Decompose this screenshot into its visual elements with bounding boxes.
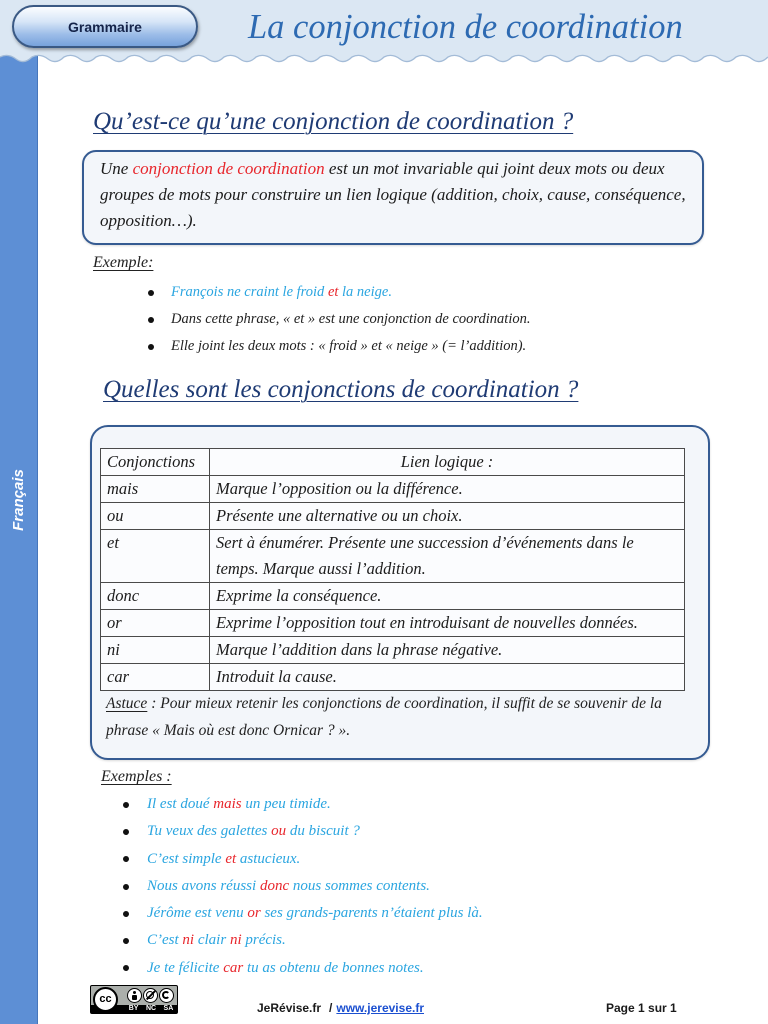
list-item: Dans cette phrase, « et » est une conjonction de coordination. bbox=[148, 306, 530, 333]
meaning-cell: Exprime l’opposition tout en introduisant de nouvelles données. bbox=[210, 610, 685, 637]
page-indicator: Page 1 sur 1 bbox=[606, 1001, 677, 1015]
cc-icon-label: cc bbox=[99, 993, 112, 1005]
conjunction-highlight: or bbox=[247, 905, 261, 922]
conjunction-cell: or bbox=[101, 610, 210, 637]
meaning-cell: Exprime la conséquence. bbox=[210, 583, 685, 610]
example-text: Il est doué bbox=[147, 796, 214, 812]
example-text: Tu veux des galettes bbox=[147, 823, 272, 840]
meaning-cell: Marque l’addition dans la phrase négative. bbox=[210, 637, 685, 664]
example-text: C’est bbox=[147, 932, 183, 949]
meaning-cell: Présente une alternative ou un choix. bbox=[210, 503, 685, 530]
license-term: SA bbox=[163, 1005, 174, 1012]
footer-separator: / bbox=[329, 1001, 333, 1015]
footer-site-name: JeRévise.fr bbox=[257, 1001, 322, 1015]
example-text: Nous avons réussi bbox=[147, 877, 260, 894]
category-badge-label: Grammaire bbox=[68, 18, 142, 35]
conjunction-highlight: et bbox=[327, 284, 339, 300]
section-heading-list: Quelles sont les conjonctions de coordination ? bbox=[103, 376, 579, 403]
conjunction-highlight: car bbox=[223, 959, 244, 976]
example-text: Jérôme est venu bbox=[147, 905, 248, 922]
example-text: clair bbox=[194, 932, 230, 949]
definition-box bbox=[82, 150, 704, 245]
example-text: un peu timide. bbox=[241, 796, 331, 812]
list-item: Elle joint les deux mots : « froid » et « neige » (= l’addition). bbox=[148, 333, 530, 360]
attribution-icon bbox=[127, 988, 142, 1003]
meaning-cell: Sert à énumérer. Présente une succession d’événements dans le temps. Marque aussi l’addition. bbox=[210, 530, 685, 583]
list-item bbox=[148, 279, 530, 306]
example-list bbox=[148, 279, 530, 360]
meaning-cell: Marque l’opposition ou la différence. bbox=[210, 476, 685, 503]
license-terms bbox=[125, 1005, 177, 1013]
license-term: BY bbox=[128, 1005, 139, 1012]
sharealike-icon bbox=[159, 988, 174, 1003]
table-row bbox=[101, 530, 685, 583]
example-text: du biscuit ? bbox=[286, 823, 360, 840]
license-term: NC bbox=[145, 1005, 157, 1012]
example-text: astucieux. bbox=[236, 850, 301, 867]
tip-body: : Pour mieux retenir les conjonctions de coordination, il suffit de se souvenir de la phrase « Mais où est donc Ornicar ? ». bbox=[106, 695, 662, 739]
list-item bbox=[123, 873, 483, 900]
footer-site-link[interactable]: www.jerevise.fr bbox=[336, 1001, 424, 1015]
column-header-logical-link: Lien logique : bbox=[210, 449, 685, 476]
tip-label: Astuce bbox=[106, 695, 148, 712]
footer-site bbox=[257, 1000, 424, 1016]
conjunction-highlight: ni bbox=[182, 932, 195, 949]
example-text: C’est simple bbox=[147, 850, 226, 867]
definition-text-part: est un mot invariable qui joint deux mots ou deux groupes de mots pour construire un lien logique (addition, choix, cause, conséquence, opposition…). bbox=[100, 159, 686, 230]
example-text: la neige. bbox=[338, 284, 392, 300]
conjunction-highlight: donc bbox=[259, 877, 290, 894]
definition-term: conjonction de coordination bbox=[132, 159, 325, 178]
conjunction-cell: car bbox=[101, 664, 210, 691]
cc-icon bbox=[93, 987, 118, 1012]
example-label: Exemple: bbox=[93, 254, 154, 271]
list-item bbox=[123, 927, 483, 954]
example-text: précis. bbox=[241, 932, 286, 949]
list-item bbox=[123, 900, 483, 927]
section-heading-definition: Qu’est-ce qu’une conjonction de coordination ? bbox=[93, 108, 574, 135]
page-title: La conjonction de coordination bbox=[248, 8, 683, 46]
conjunction-cell: ou bbox=[101, 503, 210, 530]
table-row bbox=[101, 503, 685, 530]
subject-label: Français bbox=[10, 469, 27, 531]
example-text: ses grands-parents n’étaient plus là. bbox=[260, 905, 483, 922]
table-header-row bbox=[101, 449, 685, 476]
conjunction-cell: et bbox=[101, 530, 210, 583]
definition-text bbox=[100, 156, 690, 234]
tip-text bbox=[106, 690, 700, 744]
conjunctions-table bbox=[100, 448, 685, 691]
list-item bbox=[123, 955, 483, 982]
conjunction-highlight: ni bbox=[229, 932, 242, 949]
example-text: François ne craint le froid bbox=[171, 284, 328, 300]
list-item bbox=[123, 818, 483, 845]
list-item bbox=[123, 846, 483, 873]
conjunction-cell: donc bbox=[101, 583, 210, 610]
conjunction-cell: mais bbox=[101, 476, 210, 503]
conjunction-cell: ni bbox=[101, 637, 210, 664]
noncommercial-icon bbox=[143, 988, 158, 1003]
table-row bbox=[101, 610, 685, 637]
examples-list bbox=[123, 791, 483, 982]
conjunction-highlight: mais bbox=[213, 796, 242, 812]
column-header-conjunctions: Conjonctions bbox=[101, 449, 210, 476]
conjunctions-box bbox=[90, 425, 710, 760]
example-text: Je te félicite bbox=[147, 959, 224, 976]
example-text: nous sommes contents. bbox=[289, 877, 430, 894]
example-text: tu as obtenu de bonnes notes. bbox=[243, 959, 424, 976]
conjunction-highlight: ou bbox=[271, 823, 287, 840]
license-badge bbox=[90, 985, 178, 1014]
table-row bbox=[101, 637, 685, 664]
meaning-cell: Introduit la cause. bbox=[210, 664, 685, 691]
category-badge bbox=[12, 5, 198, 48]
definition-text-part: Une bbox=[100, 159, 133, 178]
conjunction-highlight: et bbox=[225, 850, 237, 867]
examples-label: Exemples : bbox=[101, 768, 172, 785]
table-row bbox=[101, 476, 685, 503]
list-item bbox=[123, 791, 483, 818]
table-row bbox=[101, 664, 685, 691]
subject-sidebar bbox=[0, 56, 38, 1024]
table-row bbox=[101, 583, 685, 610]
